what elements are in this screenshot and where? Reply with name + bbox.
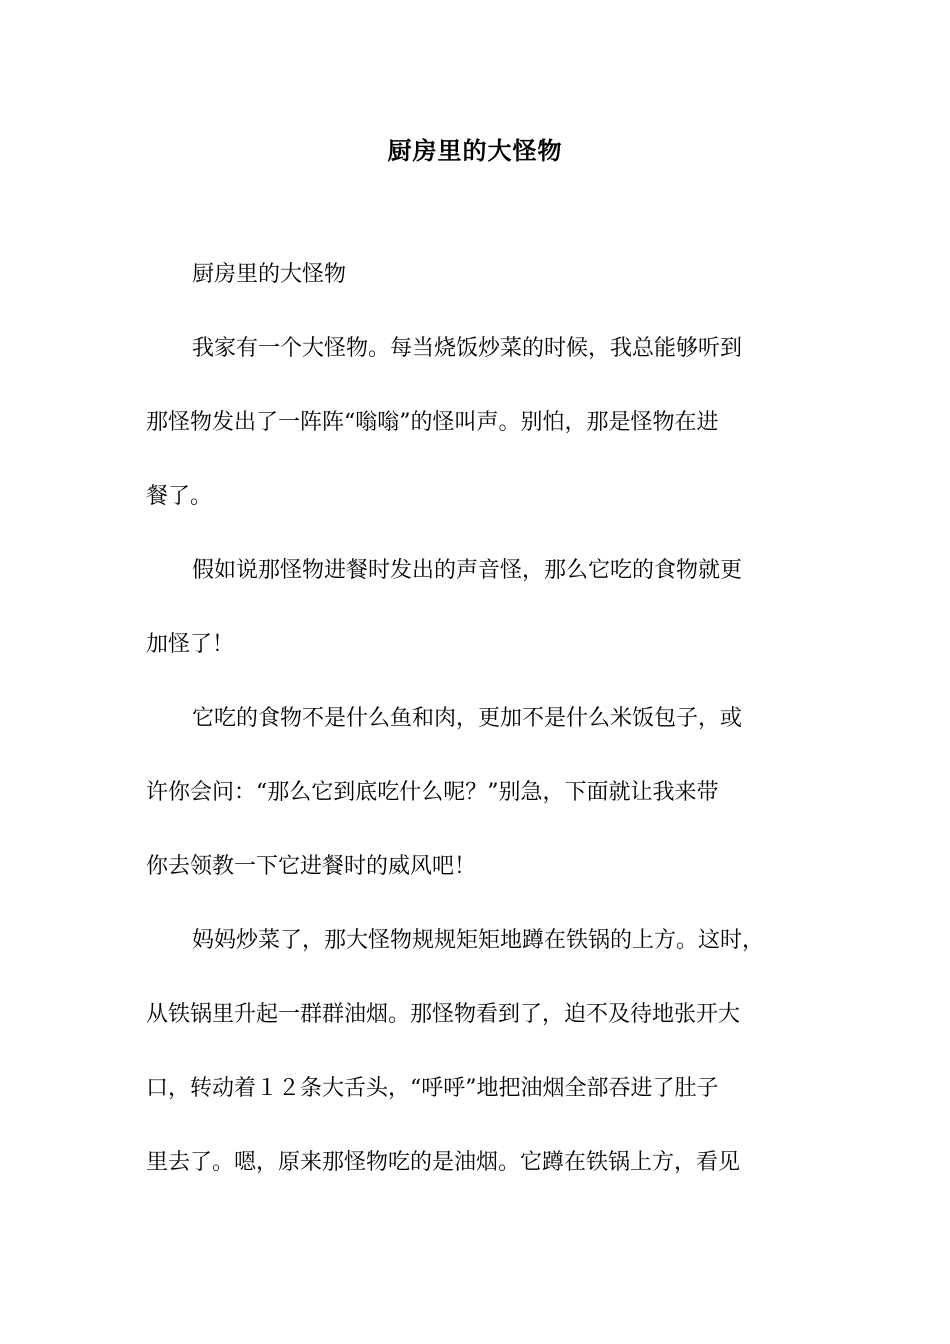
body-line: 里去了。嗯，原来那怪物吃的是油烟。它蹲在铁锅上方，看见 — [146, 1150, 741, 1175]
body-line: 许你会问：“那么它到底吃什么呢？”别急，下面就让我来带 — [146, 780, 719, 805]
body-line: 餐了。 — [146, 484, 213, 509]
body-line: 加怪了！ — [146, 632, 235, 657]
document-body — [146, 257, 822, 1219]
body-line: 厨房里的大怪物 — [192, 262, 347, 287]
body-line: 你去领教一下它进餐时的威风吧！ — [146, 854, 477, 879]
document-title: 厨房里的大怪物 — [387, 136, 563, 165]
body-line: 口，转动着１２条大舌头，“呼呼”地把油烟全部吞进了肚子 — [146, 1076, 719, 1101]
body-line: 妈妈炒菜了，那大怪物规规矩矩地蹲在铁锅的上方。这时， — [192, 928, 765, 953]
body-line: 我家有一个大怪物。每当烧饭炒菜的时候，我总能够听到 — [192, 336, 743, 361]
body-line: 它吃的食物不是什么鱼和肉，更加不是什么米饭包子，或 — [192, 706, 743, 731]
body-line: 那怪物发出了一阵阵“嗡嗡”的怪叫声。别怕，那是怪物在进 — [146, 410, 719, 435]
body-line: 假如说那怪物进餐时发出的声音怪，那么它吃的食物就更 — [192, 558, 743, 583]
body-line: 从铁锅里升起一群群油烟。那怪物看到了，迫不及待地张开大 — [146, 1002, 741, 1027]
